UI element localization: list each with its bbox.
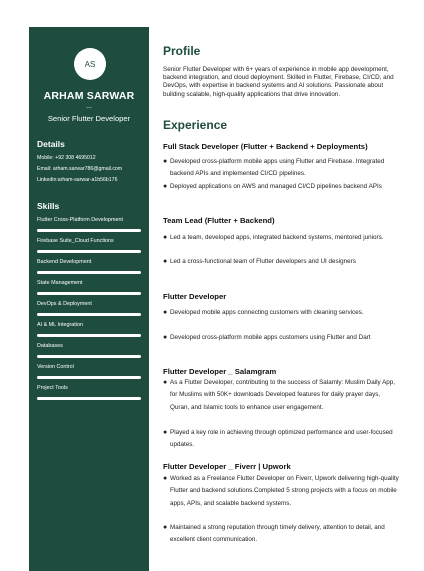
bullet-dot-icon: ● [163,475,168,482]
bullet-dot-icon: ● [163,429,168,436]
job-bullet [163,332,399,344]
skill-label: Databases [37,343,63,349]
skill-label: Version Control [37,364,74,370]
skill-bar [37,334,141,337]
skill-item [37,322,141,328]
skill-item [37,280,141,286]
skill-item [37,301,141,307]
job-bullet [163,156,399,181]
bullet-dot-icon: ● [163,158,168,165]
bullet-text: Played a key role in achieving through optimized performance and user-focused updates. [170,429,393,449]
job-title: Team Lead (Flutter + Backend) [163,216,275,225]
skill-item [37,259,141,265]
name-separator: ... [86,103,92,110]
job-bullet [163,522,399,547]
skill-label: State Management [37,280,83,286]
skill-bar [37,271,141,274]
bullet-dot-icon: ● [163,524,168,531]
skill-item [37,238,141,244]
job-bullet [163,377,399,414]
skill-bar [37,313,141,316]
bullet-dot-icon: ● [163,258,168,265]
job-title: Full Stack Developer (Flutter + Backend + Deployments) [163,142,368,151]
experience-heading: Experience [163,118,228,132]
job-bullet [163,307,399,319]
skill-bar [37,355,141,358]
profile-heading: Profile [163,44,201,58]
full-name: ARHAM SARWAR [43,90,135,102]
skill-bar [37,229,141,232]
bullet-dot-icon: ● [163,334,168,341]
job-bullet [163,181,399,193]
skill-bar [37,376,141,379]
bullet-dot-icon: ● [163,309,168,316]
skill-item [37,364,141,370]
job-bullet [163,427,399,452]
job-bullet [163,473,399,510]
bullet-dot-icon: ● [163,234,168,241]
details-heading: Details [37,139,65,149]
job-title: Flutter Developer [163,292,227,301]
skill-label: AI & ML Integration [37,322,83,328]
skill-label: DevOps & Deployment [37,301,92,307]
sidebar [29,27,149,571]
contact-mobile: Mobile: +92 308 4695012 [37,155,96,161]
job-title: Flutter Developer _ Fiverr | Upwork [163,462,291,471]
bullet-text: Developed mobile apps connecting customers with cleaning services. [170,309,364,316]
bullet-text: Maintained a strong reputation through timely delivery, attention to detail, and excellent client communication. [170,524,385,544]
bullet-dot-icon: ● [163,379,168,386]
bullet-text: Led a team, developed apps, integrated backend systems, mentored juniors. [170,234,384,241]
contact-email[interactable]: Email: arham.sarwar786@gmail.com [37,166,123,172]
skill-bar [37,397,141,400]
job-bullet [163,256,399,268]
bullet-text: Deployed applications on AWS and managed CI/CD pipelines backend APIs [170,183,382,190]
skill-label: Project Tools [37,385,68,391]
bullet-text: Worked as a Freelance Flutter Developer on Fiverr, Upwork delivering high-quality Flutter and backend solutions.Completed 5 strong projects with a focus on mobile apps, APIs, and scalable backend systems. [170,475,399,507]
skill-bar [37,292,141,295]
skill-item [37,343,141,349]
bullet-dot-icon: ● [163,183,168,190]
skill-item [37,385,141,391]
bullet-text: Led a cross-functional team of Flutter developers and UI designers [170,258,356,265]
skill-item [37,217,141,223]
job-role: Senior Flutter Developer [47,114,131,123]
avatar: AS [74,48,106,80]
bullet-text: Developed cross-platform mobile apps customers using Flutter and Dart [170,334,371,341]
profile-summary: Senior Flutter Developer with 6+ years of experience in mobile app development, backend integration, and cloud deployment. Skilled in Flutter, Firebase, CI/CD, and DevOps, with expertise in backend systems and AI solutions. Passionate about building scalable, high-quality applications that drive innovation. [163,66,394,98]
skill-bar [37,250,141,253]
contact-linkedin[interactable]: Linkedin:arham-sarwar-a1b56b176 [37,177,118,183]
job-title: Flutter Developer _ Salamgram [163,367,277,376]
skills-heading: Skills [37,201,60,211]
skill-label: Flutter Cross-Platform Development [37,217,123,223]
bullet-text: As a Flutter Developer, contributing to the success of Salamly: Muslim Daily App, for Muslims with 50K+ downloads Developed features for daily prayer days, Quran, and Islamic tools to enhance user engagement. [170,379,396,411]
skill-label: Backend Development [37,259,92,265]
skill-label: Firebase Suite_Cloud Functions [37,238,114,244]
job-bullet [163,232,399,244]
bullet-text: Developed cross-platform mobile apps using Flutter and Firebase. Integrated backend APIs and implemented CI/CD pipelines. [170,158,385,178]
